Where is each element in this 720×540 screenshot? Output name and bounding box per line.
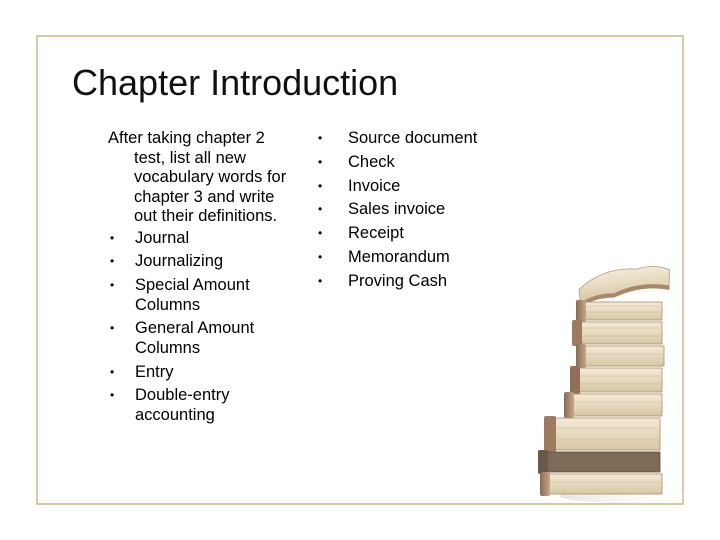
bullet: •	[318, 273, 323, 288]
bullet: •	[110, 278, 115, 293]
bullet: •	[110, 321, 115, 336]
right-column	[316, 129, 516, 296]
book	[576, 300, 662, 322]
bullet: •	[110, 364, 115, 379]
list-item: • General Amount Columns	[110, 319, 255, 357]
bullet: •	[318, 202, 323, 217]
stack-of-books-icon	[520, 258, 684, 504]
left-column	[108, 129, 288, 430]
book	[544, 416, 660, 452]
book	[538, 450, 660, 474]
intro-text: After taking chapter 2 test, list all new vocabulary words for chapter 3 and write out their definitions.	[108, 129, 287, 225]
bullet: •	[318, 249, 323, 264]
book	[564, 392, 662, 418]
list-item: • Proving Cash	[318, 271, 448, 290]
book	[572, 320, 662, 346]
bullet: •	[110, 388, 115, 403]
slide-title: Chapter Introduction	[72, 62, 399, 103]
list-item: • Receipt	[318, 224, 404, 243]
bullet: •	[110, 254, 115, 269]
right-vocab-list	[316, 129, 516, 291]
book	[576, 344, 664, 368]
list-item: • Source document	[318, 129, 478, 147]
book	[577, 264, 672, 307]
list-item: • Double-entry accounting	[110, 386, 230, 424]
list-item: • Entry	[110, 362, 174, 381]
bullet: •	[318, 178, 323, 193]
bullet: •	[318, 154, 323, 169]
book	[570, 366, 662, 394]
list-item: • Check	[318, 152, 395, 171]
list-item: • Invoice	[318, 176, 401, 195]
bullet: •	[318, 226, 323, 241]
list-item: • Journalizing	[110, 252, 224, 271]
bullet: •	[318, 131, 323, 145]
list-item: • Memorandum	[318, 247, 450, 266]
bullet: •	[110, 230, 115, 245]
left-vocab-list	[108, 229, 288, 426]
list-item: • Sales invoice	[318, 200, 446, 219]
list-item: • Journal	[110, 228, 190, 247]
book	[540, 472, 662, 496]
list-item: • Special Amount Columns	[110, 276, 250, 314]
